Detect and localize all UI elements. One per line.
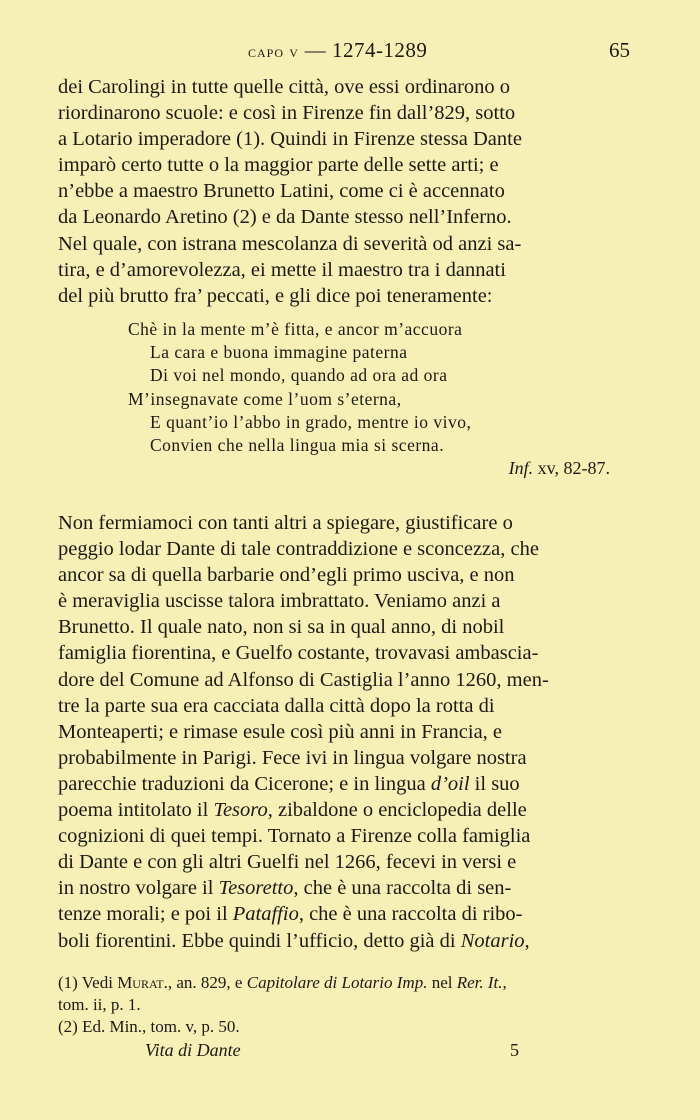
footnote-2: (2) Ed. Min., tom. v, p. 50.	[58, 1017, 240, 1036]
chapter-label: capo v	[248, 42, 299, 61]
citation-work: Inf.	[508, 458, 534, 478]
title-dash: —	[298, 38, 332, 62]
signature-number: 5	[510, 1040, 519, 1060]
text-line: del più brutto fra’ peccati, e gli dice poi teneramente:	[58, 284, 493, 307]
text-line: di Dante e con gli altri Guelfi nel 1266, fecevi in versi e	[58, 851, 517, 874]
running-header	[0, 38, 700, 66]
italic-term: Notario	[460, 929, 525, 952]
fn-text: ,	[502, 973, 507, 992]
text-line: tre la parte sua era cacciata dalla città dopo la rotta di	[58, 694, 495, 717]
verse-citation	[400, 458, 610, 479]
text-segment: tenze morali; e poi il	[58, 903, 233, 926]
text-line: dore del Comune ad Alfonso di Castiglia l’anno 1260, men-	[58, 668, 549, 691]
text-line: ancor sa di quella barbarie ond’egli primo usciva, e non	[58, 564, 515, 587]
text-line: da Leonardo Aretino (2) e da Dante stesso nell’Inferno.	[58, 206, 512, 229]
italic-title: Pataffio	[232, 903, 299, 926]
page-number: 65	[609, 38, 630, 62]
italic-title: Tesoro	[213, 799, 268, 822]
text-segment: , zibaldone o enciclopedia delle	[267, 799, 527, 822]
signature-title: Vita di Dante	[145, 1040, 241, 1060]
fn-text: nel	[427, 973, 457, 992]
text-line: n’ebbe a maestro Brunetto Latini, come ci è accennato	[58, 180, 505, 203]
text-line: Nel quale, con istrana mescolanza di severità od anzi sa-	[58, 232, 522, 255]
text-line: probabilmente in Parigi. Fece ivi in lingua volgare nostra	[58, 746, 527, 769]
fn-work: Rer. It.	[456, 973, 503, 992]
verse-line: M’insegnavate come l’uom s’eterna,	[128, 388, 402, 409]
verse-quotation	[128, 318, 608, 457]
italic-title: Tesoretto	[218, 877, 294, 900]
footnote-1-continued: tom. ii, p. 1.	[58, 995, 141, 1014]
text-segment: poema intitolato il	[58, 799, 214, 822]
verse-line: Convien che nella lingua mia si scerna.	[150, 435, 445, 456]
text-line: Brunetto. Il quale nato, non si sa in qual anno, di nobil	[58, 616, 505, 639]
verse-line: La cara e buona immagine paterna	[150, 342, 408, 363]
verse-line: Di voi nel mondo, quando ad ora ad ora	[150, 365, 448, 386]
text-segment: in nostro volgare il	[58, 877, 219, 900]
text-line: imparò certo tutte o la maggior parte delle sette arti; e	[58, 154, 499, 177]
verse-line: E quant’io l’abbo in grado, mentre io vivo,	[150, 411, 472, 432]
text-segment: , che è una raccolta di sen-	[293, 877, 512, 900]
text-line: tira, e d’amorevolezza, ei mette il maestro tra i dannati	[58, 258, 506, 281]
text-line: cognizioni di quei tempi. Tornato a Firenze colla famiglia	[58, 825, 531, 848]
text-segment: , che è una raccolta di ribo-	[298, 903, 523, 926]
text-line: Non fermiamoci con tanti altri a spiegare, giustificare o	[58, 512, 513, 534]
text-line: Monteaperti; e rimase esule così più anni in Francia, e	[58, 720, 503, 743]
chapter-years: 1274-1289	[331, 38, 428, 62]
text-segment: boli fiorentini. Ebbe quindi l’ufficio, detto già di	[58, 929, 461, 952]
text-line: è meraviglia uscisse talora imbrattato. Veniamo anzi a	[58, 590, 501, 613]
text-segment: il suo	[469, 772, 520, 795]
text-line: a Lotario imperadore (1). Quindi in Firenze stessa Dante	[58, 128, 522, 151]
fn-work: Capitolare di Lotario Imp.	[246, 973, 428, 992]
running-title	[248, 38, 427, 63]
fn-author: Murat.	[117, 973, 168, 992]
citation-ref: xv, 82-87.	[533, 458, 610, 478]
verse-line: Chè in la mente m’è fitta, e ancor m’accuora	[128, 319, 463, 339]
text-line	[58, 797, 642, 823]
text-line	[58, 928, 642, 954]
text-line: riordinarono scuole: e così in Firenze fin dall’829, sotto	[58, 102, 516, 125]
fn-text: (1) Vedi	[58, 973, 118, 992]
text-segment: ,	[524, 929, 530, 952]
text-line: peggio lodar Dante di tale contraddizione e sconcezza, che	[58, 538, 539, 561]
fn-text: , an. 829, e	[167, 973, 247, 992]
text-line: famiglia fiorentina, e Guelfo costante, trovavasi ambascia-	[58, 642, 539, 665]
italic-term: d’oil	[430, 772, 470, 795]
footnotes	[58, 972, 642, 1038]
text-line	[58, 875, 642, 901]
footnote-1	[58, 972, 642, 994]
text-line: dei Carolingi in tutte quelle città, ove essi ordinarono o	[58, 76, 511, 98]
text-line	[58, 901, 642, 927]
paragraph-1	[58, 74, 642, 309]
text-segment: parecchie traduzioni da Cicerone; e in lingua	[58, 772, 431, 795]
paragraph-2	[58, 510, 642, 954]
text-line	[58, 771, 642, 797]
